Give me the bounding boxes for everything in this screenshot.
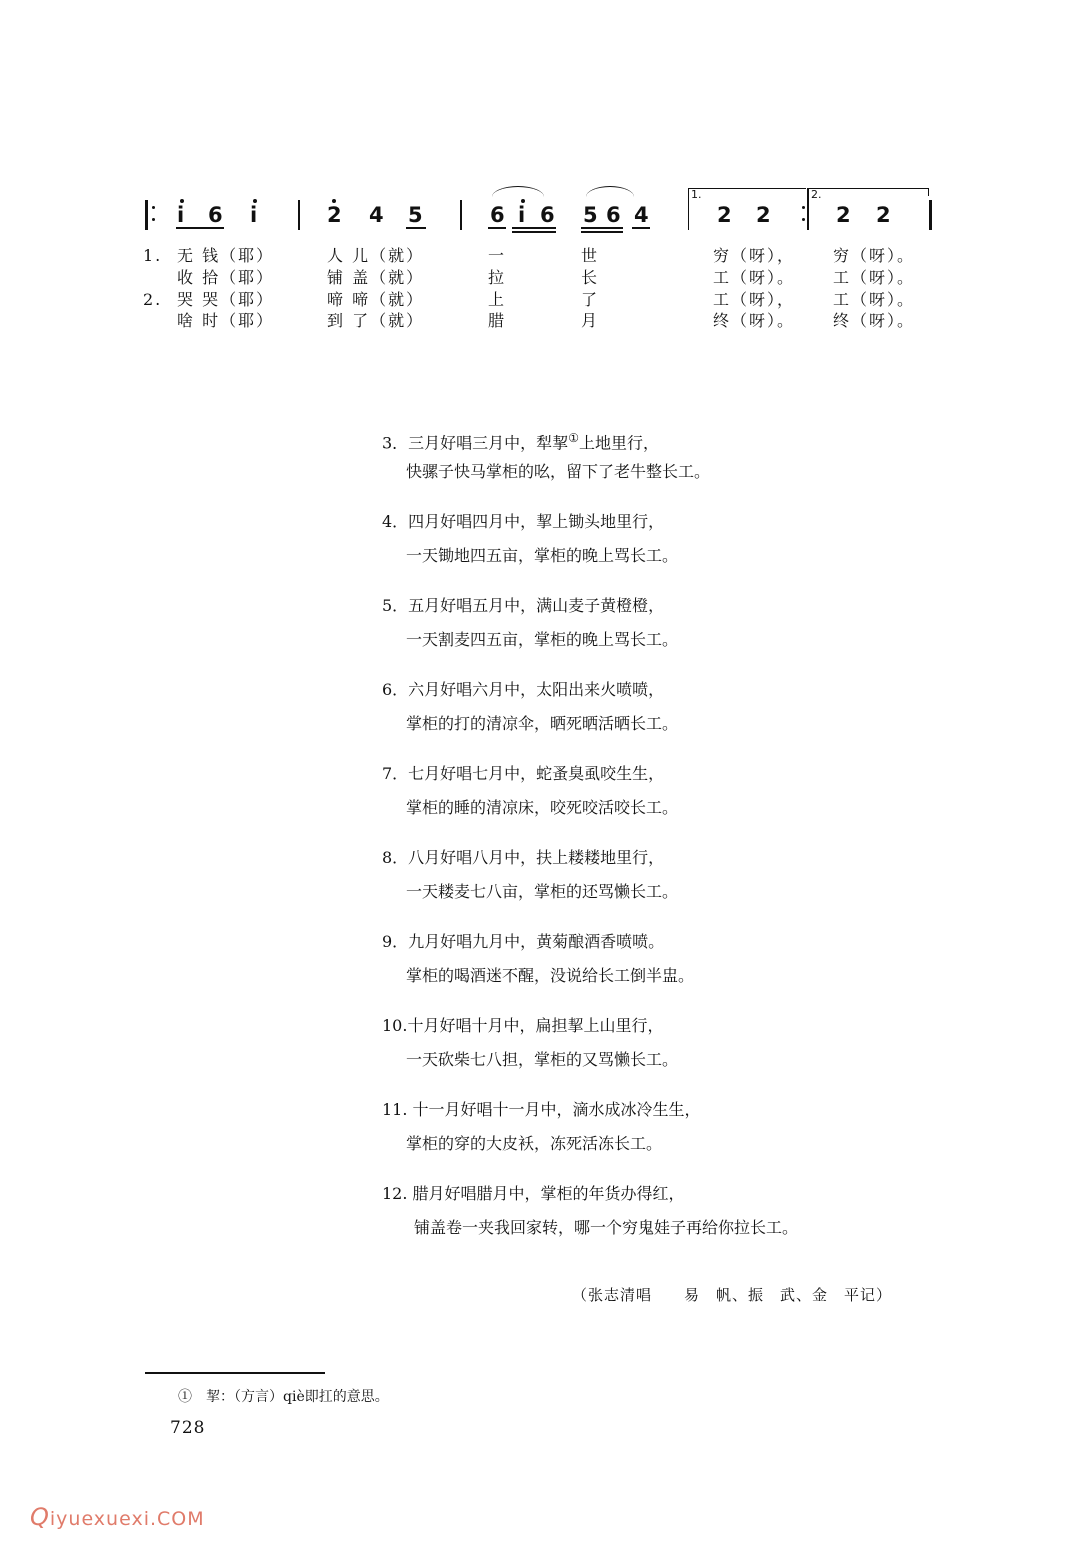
volta-bracket: [688, 188, 806, 189]
volta-bracket: [928, 188, 929, 196]
lyric-cell: 工（呀）。: [713, 268, 796, 287]
note: 4: [369, 203, 384, 227]
note: i: [250, 203, 258, 227]
lyric-cell: 工（呀）。: [833, 290, 916, 309]
repeat-dots: [152, 218, 155, 221]
octave-dot: [253, 199, 257, 203]
verse-line: 一天耧麦七八亩，掌柜的还骂懒长工。: [406, 882, 679, 901]
octave-dot: [521, 199, 525, 203]
bar-line: [807, 188, 809, 230]
lyric-cell: 人 儿（就）: [327, 246, 425, 265]
lyric-verse-number: 2.: [143, 290, 163, 309]
note: 2: [836, 203, 851, 227]
lyric-cell: 上: [488, 290, 507, 309]
lyric-verse-number: 1.: [143, 246, 163, 265]
octave-dot: [332, 199, 336, 203]
lyric-cell: 穷（呀）。: [833, 246, 916, 265]
lyric-cell: 穷（呀），: [713, 246, 796, 265]
lyric-cell: 工（呀），: [713, 290, 796, 309]
lyric-cell: 一: [488, 246, 507, 265]
verse: [382, 680, 679, 733]
verse-line: 3．三月好唱三月中，犁挈: [382, 433, 569, 453]
verse-line: 掌柜的穿的大皮袄，冻死活冻长工。: [406, 1134, 663, 1153]
volta-number: 2.: [811, 188, 822, 201]
beam: [632, 227, 650, 229]
lyric-cell: 啥 时（耶）: [177, 311, 275, 330]
beam: [488, 227, 506, 229]
lyric-cell: 无 钱（耶）: [177, 246, 275, 265]
note: 5: [583, 203, 598, 227]
verse-line: 一天割麦四五亩，掌柜的晚上骂长工。: [406, 630, 679, 649]
final-bar-line: [929, 200, 932, 230]
volta-bracket: [807, 188, 929, 189]
note: 6: [490, 203, 505, 227]
repeat-dots: [802, 218, 805, 221]
beam: [581, 227, 623, 229]
verse: [382, 1184, 799, 1237]
lyric-cell: 长: [581, 268, 600, 287]
repeat-dots: [802, 206, 805, 209]
verse-line: 8．八月好唱八月中，扶上耧耧地里行，: [382, 848, 665, 867]
lyric-cell: 月: [581, 311, 600, 330]
note: 2: [876, 203, 891, 227]
watermark: [30, 1503, 205, 1531]
bar-line: [298, 200, 300, 230]
note: 2: [327, 203, 342, 227]
octave-dot: [180, 199, 184, 203]
watermark-q: Q: [30, 1503, 50, 1531]
verse-line: 11. 十一月好唱十一月中，滴水成冰冷生生，: [382, 1100, 701, 1119]
verse: [382, 512, 679, 565]
verse-line: 掌柜的睡的清凉床，咬死咬活咬长工。: [406, 798, 679, 817]
lyric-cell: 拉: [488, 268, 507, 287]
verse-line: 铺盖卷一夹我回家转，哪一个穷鬼娃子再给你拉长工。: [414, 1218, 799, 1237]
volta-number: 1.: [691, 188, 702, 201]
beam: [406, 227, 426, 229]
note: 2: [756, 203, 771, 227]
beam: [512, 231, 556, 233]
verse: [382, 596, 679, 649]
verse-line: 9．九月好唱九月中，黄菊酿酒香喷喷。: [382, 932, 665, 951]
volta-bracket: [688, 188, 689, 230]
beam: [581, 231, 623, 233]
lyric-cell: 哭 哭（耶）: [177, 290, 275, 309]
verse-line: 10.十月好唱十月中，扁担挈上山里行，: [382, 1016, 664, 1035]
lyric-cell: 世: [581, 246, 600, 265]
verse-line: 上地里行，: [578, 433, 659, 453]
verse: [382, 848, 679, 901]
footnote-marker: ①: [568, 431, 579, 445]
verse: [382, 1100, 701, 1153]
slur: [492, 186, 544, 197]
verse-line: 4．四月好唱四月中，挈上锄头地里行，: [382, 512, 665, 531]
credit-line: （张志清唱 易 帆、振 武、金 平记）: [572, 1286, 893, 1304]
lyric-cell: 啼 啼（就）: [327, 290, 425, 309]
lyric-cell: 腊: [488, 311, 507, 330]
note: 6: [606, 203, 621, 227]
verse: [382, 764, 679, 817]
note: i: [518, 203, 526, 227]
verse-line: 掌柜的喝酒迷不醒，没说给长工倒半盅。: [406, 966, 695, 985]
verse-line: 一天砍柴七八担，掌柜的又骂懒长工。: [406, 1050, 679, 1069]
lyric-cell: 到 了（就）: [327, 311, 425, 330]
slur: [586, 186, 634, 197]
lyric-cell: 了: [581, 290, 600, 309]
note: i: [177, 203, 185, 227]
lyric-cell: 终（呀）。: [713, 311, 796, 330]
verse: [382, 428, 711, 481]
verse-line: 6．六月好唱六月中，太阳出来火喷喷，: [382, 680, 665, 699]
lyric-cell: 收 拾（耶）: [177, 268, 275, 287]
note: 4: [634, 203, 649, 227]
lyric-cell: 铺 盖（就）: [327, 268, 425, 287]
verse-line: 12. 腊月好唱腊月中，掌柜的年货办得红，: [382, 1184, 685, 1203]
beam: [512, 227, 556, 229]
note: 6: [208, 203, 223, 227]
note: 5: [408, 203, 423, 227]
verse-line: 5．五月好唱五月中，满山麦子黄橙橙，: [382, 596, 665, 615]
note: 6: [540, 203, 555, 227]
verse: [382, 932, 695, 985]
note: 2: [717, 203, 732, 227]
watermark-text: iyuexuexi.COM: [49, 1508, 205, 1530]
bar-line: [460, 200, 462, 230]
repeat-start-bar: [145, 200, 148, 230]
verse-line: 快骡子快马掌柜的吆，留下了老牛整长工。: [406, 462, 711, 481]
beam: [176, 227, 224, 229]
verse-line: 掌柜的打的清凉伞，晒死晒活晒长工。: [406, 714, 679, 733]
footnote: ① 挈：（方言）qiè即扛的意思。: [178, 1389, 389, 1405]
lyric-cell: 终（呀）。: [833, 311, 916, 330]
verse: [382, 1016, 679, 1069]
footnote-rule: [145, 1372, 325, 1374]
repeat-dots: [152, 206, 155, 209]
lyric-cell: 工（呀）。: [833, 268, 916, 287]
verse-line: 一天锄地四五亩，掌柜的晚上骂长工。: [406, 546, 679, 565]
page-number: 728: [170, 1418, 206, 1438]
verse-line: 7．七月好唱七月中，蛇蚤臭虱咬生生，: [382, 764, 665, 783]
